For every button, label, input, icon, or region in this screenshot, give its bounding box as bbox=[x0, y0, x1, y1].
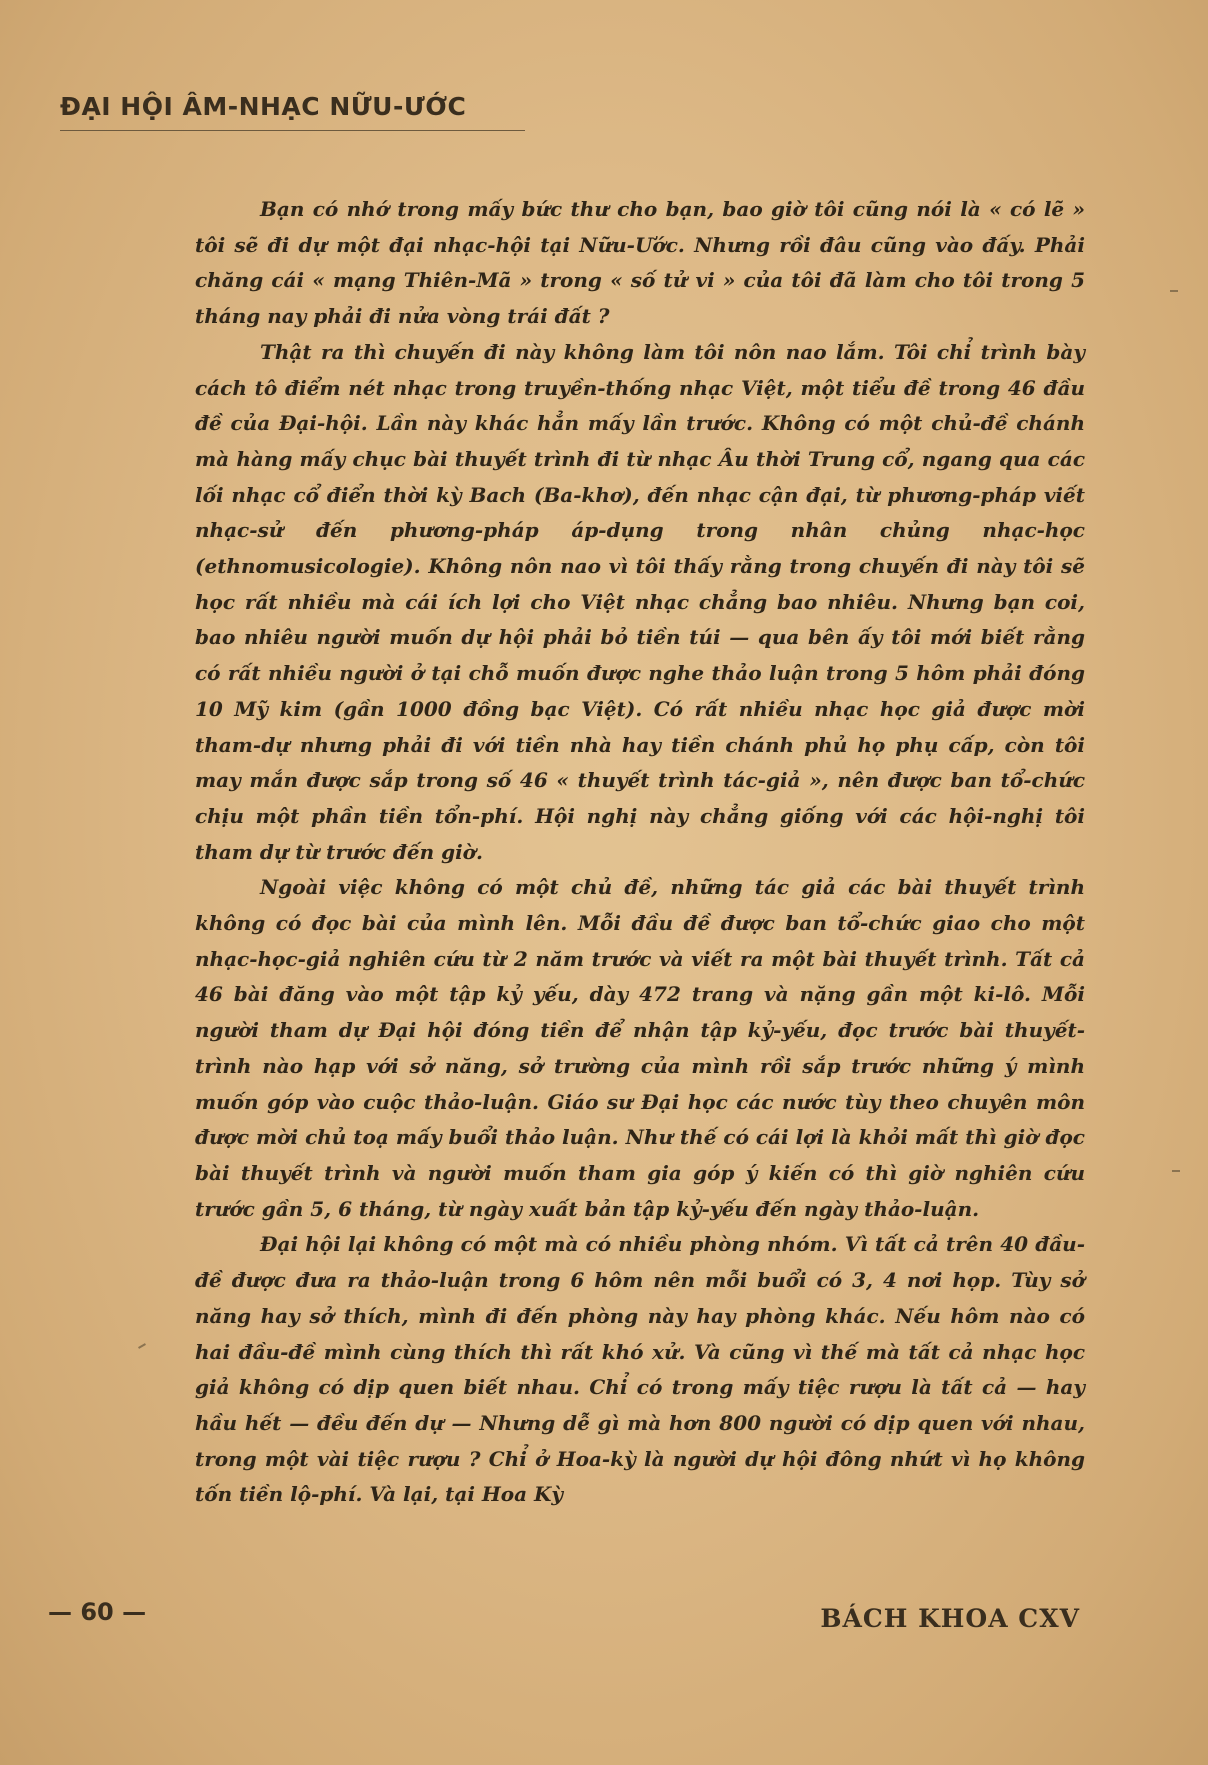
edge-mark bbox=[1172, 1170, 1180, 1172]
journal-footer: BÁCH KHOA CXV bbox=[820, 1604, 1080, 1633]
paragraph-2: Thật ra thì chuyến đi này không làm tôi nôn nao lắm. Tôi chỉ trình bày cách tô điểm nét nhạc trong truyền-thống nhạc Việt, một tiểu đề trong 46 đầu đề của Đại-hội. Lần này khác hẳn mấy lần trước. Không có một chủ-đề chánh mà hàng mấy chục bài thuyết trình đi từ nhạc Âu thời Trung cổ, ngang qua các lối nhạc cổ điển thời kỳ Bach (Ba-khơ), đến nhạc cận đại, từ phương-pháp viết nhạc-sử đến phương-pháp áp-dụng trong nhân chủng nhạc-học (ethnomusicologie). Không nôn nao vì tôi thấy rằng trong chuyến đi này tôi sẽ học rất nhiều mà cái ích lợi cho Việt nhạc chẳng bao nhiêu. Nhưng bạn coi, bao nhiêu người muốn dự hội phải bỏ tiền túi — qua bên ấy tôi mới biết rằng có rất nhiều người ở tại chỗ muốn được nghe thảo luận trong 5 hôm phải đóng 10 Mỹ kim (gần 1000 đồng bạc Việt). Có rất nhiều nhạc học giả được mời tham-dự nhưng phải đi với tiền nhà hay tiền chánh phủ họ phụ cấp, còn tôi may mắn được sắp trong số 46 « thuyết trình tác-giả », nên được ban tổ-chức chịu một phần tiền tổn-phí. Hội nghị này chẳng giống với các hội-nghị tôi tham dự từ trước đến giờ. bbox=[195, 339, 1085, 864]
running-header: ĐẠI HỘI ÂM-NHẠC NỮU-ƯỚC bbox=[60, 92, 467, 121]
edge-mark bbox=[138, 1343, 146, 1349]
paragraph-1: Bạn có nhớ trong mấy bức thư cho bạn, bao giờ tôi cũng nói là « có lẽ » tôi sẽ đi dự một đại nhạc-hội tại Nữu-Ước. Nhưng rồi đâu cũng vào đấy. Phải chăng cái « mạng Thiên-Mã » trong « số tử vi » của tôi đã làm cho tôi trong 5 tháng nay phải đi nửa vòng trái đất ? bbox=[195, 197, 1085, 329]
header-rule bbox=[60, 130, 525, 131]
page-number: — 60 — bbox=[48, 1598, 147, 1626]
paragraph-3: Ngoài việc không có một chủ đề, những tác giả các bài thuyết trình không có đọc bài của mình lên. Mỗi đầu đề được ban tổ-chức giao cho một nhạc-học-giả nghiên cứu từ 2 năm trước và viết ra một bài thuyết trình. Tất cả 46 bài đăng vào một tập kỷ yếu, dày 472 trang và nặng gần một ki-lô. Mỗi người tham dự Đại hội đóng tiền để nhận tập kỷ-yếu, đọc trước bài thuyết-trình nào hạp với sở năng, sở trường của mình rồi sắp trước những ý mình muốn góp vào cuộc thảo-luận. Giáo sư Đại học các nước tùy theo chuyên môn được mời chủ toạ mấy buổi thảo luận. Như thế có cái lợi là khỏi mất thì giờ đọc bài thuyết trình và người muốn tham gia góp ý kiến có thì giờ nghiên cứu trước gần 5, 6 tháng, từ ngày xuất bản tập kỷ-yếu đến ngày thảo-luận. bbox=[195, 875, 1085, 1221]
paragraph-4: Đại hội lại không có một mà có nhiều phòng nhóm. Vì tất cả trên 40 đầu-đề được đưa ra thảo-luận trong 6 hôm nên mỗi buổi có 3, 4 nơi họp. Tùy sở năng hay sở thích, mình đi đến phòng này hay phòng khác. Nếu hôm nào có hai đầu-đề mình cùng thích thì rất khó xử. Và cũng vì thế mà tất cả nhạc học giả không có dịp quen biết nhau. Chỉ có trong mấy tiệc rượu là tất cả — hay hầu hết — đều đến dự — Nhưng dễ gì mà hơn 800 người có dịp quen với nhau, trong một vài tiệc rượu ? Chỉ ở Hoa-kỳ là người dự hội đông nhứt vì họ không tốn tiền lộ-phí. Và lại, tại Hoa Kỳ bbox=[195, 1232, 1085, 1507]
edge-mark bbox=[1170, 290, 1178, 292]
article-body bbox=[195, 192, 1085, 1513]
